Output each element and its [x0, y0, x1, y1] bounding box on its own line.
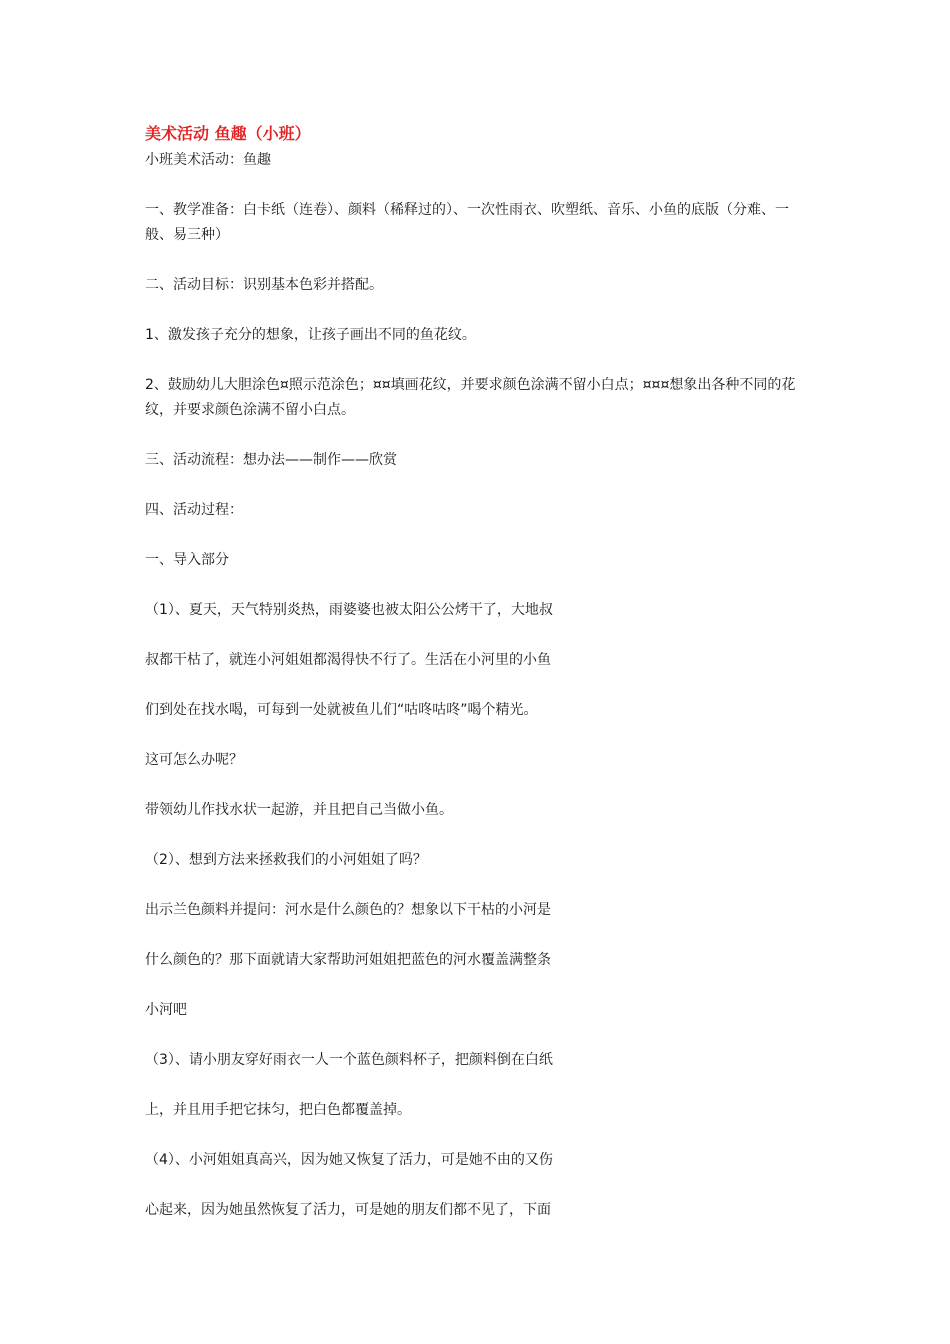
- paragraph-line: 上，并且用手把它抹匀，把白色都覆盖掉。: [145, 1102, 411, 1118]
- paragraph-line: （2）、想到方法来拯救我们的小河姐姐了吗？: [145, 852, 427, 868]
- document-page: [145, 122, 815, 1223]
- paragraph-line: 带领幼儿作找水状一起游，并且把自己当做小鱼。: [145, 802, 453, 818]
- paragraph-preparation: 一、教学准备：白卡纸（连卷）、颜料（稀释过的）、一次性雨衣、吹塑纸、音乐、小鱼的底版（分难、一般、易三种）: [145, 202, 789, 243]
- document-title: 美术活动 鱼趣（小班）: [145, 124, 311, 143]
- paragraph-line: （3）、请小朋友穿好雨衣一人一个蓝色颜料杯子，把颜料倒在白纸: [145, 1052, 553, 1068]
- paragraph-line: 小河吧: [145, 1002, 187, 1018]
- paragraph-goal: 二、活动目标：识别基本色彩并搭配。: [145, 277, 383, 293]
- paragraph-line: 出示兰色颜料并提问：河水是什么颜色的？想象以下干枯的小河是: [145, 902, 551, 918]
- paragraph-line: 叔都干枯了，就连小河姐姐都渴得快不行了。生活在小河里的小鱼: [145, 652, 551, 668]
- paragraph-flow: 三、活动流程：想办法——制作——欣赏: [145, 452, 397, 468]
- paragraph-process: 四、活动过程：: [145, 502, 243, 518]
- paragraph-line: （1）、夏天，天气特别炎热，雨婆婆也被太阳公公烤干了，大地叔: [145, 602, 553, 618]
- paragraph-line: 什么颜色的？那下面就请大家帮助河姐姐把蓝色的河水覆盖满整条: [145, 952, 551, 968]
- paragraph-line: 们到处在找水喝，可每到一处就被鱼儿们“咕咚咕咚”喝个精光。: [145, 702, 538, 718]
- paragraph-line: 这可怎么办呢？: [145, 752, 243, 768]
- document-subtitle: 小班美术活动：鱼趣: [145, 152, 271, 168]
- paragraph-goal-1: 1、激发孩子充分的想象，让孩子画出不同的鱼花纹。: [145, 327, 476, 343]
- paragraph-goal-2: 2、鼓励幼儿大胆涂色¤照示范涂色；¤¤填画花纹，并要求颜色涂满不留小白点；¤¤¤想象出各种不同的花纹，并要求颜色涂满不留小白点。: [145, 377, 796, 418]
- paragraph-line: （4）、小河姐姐真高兴，因为她又恢复了活力，可是她不由的又伤: [145, 1152, 553, 1168]
- paragraph-intro: 一、导入部分: [145, 552, 229, 568]
- paragraph-line: 心起来，因为她虽然恢复了活力，可是她的朋友们都不见了，下面: [145, 1202, 551, 1218]
